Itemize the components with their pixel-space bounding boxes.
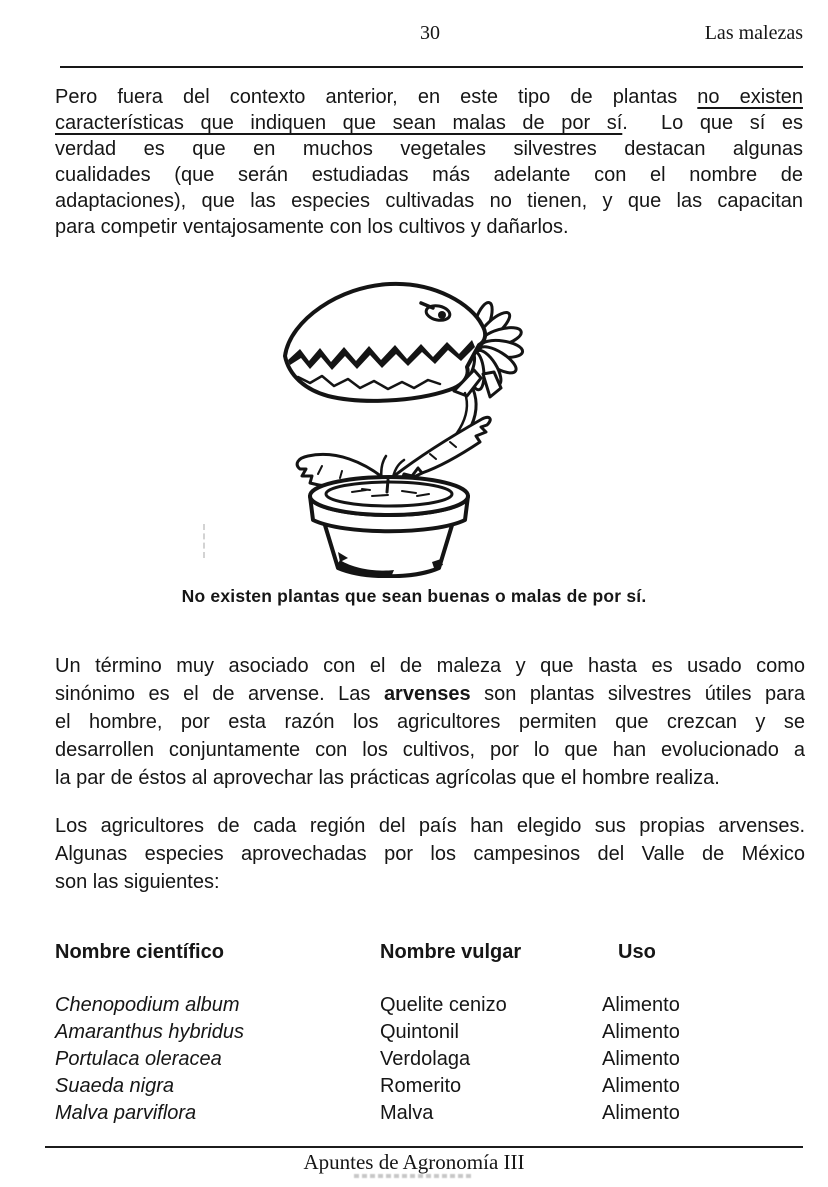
cell-uso: Alimento xyxy=(602,1075,680,1097)
paragraph-2-line xyxy=(55,680,805,708)
table-row xyxy=(55,1046,805,1073)
paragraph-3-line: Algunas especies aprovechadas por los campesinos del Valle de México xyxy=(55,843,805,865)
cell-uso: Alimento xyxy=(602,994,680,1016)
cell-vulgar: Quelite cenizo xyxy=(380,994,507,1016)
trap-head xyxy=(285,284,485,401)
paragraph-3-line: son las siguientes: xyxy=(55,871,220,893)
figure-caption: No existen plantas que sean buenas o malas de por sí. xyxy=(181,586,647,606)
paragraph-2 xyxy=(55,652,805,792)
arvenses-table xyxy=(55,938,805,1127)
figure-illustration xyxy=(252,270,584,578)
underlined-text: características que indiquen que sean malas de por sí xyxy=(55,112,623,134)
paragraph-2-line: Un término muy asociado con el de maleza y que hasta es usado como xyxy=(55,655,805,677)
cell-vulgar: Verdolaga xyxy=(380,1048,471,1070)
paragraph-2-line: el hombre, por esta razón los agricultores permiten que crezcan y se xyxy=(55,711,805,733)
underlined-text: no existen xyxy=(697,86,803,108)
carnivorous-plant-icon xyxy=(252,270,584,578)
table-header-row xyxy=(55,938,805,966)
cell-vulgar: Malva xyxy=(380,1102,434,1124)
cell-cientifico: Amaranthus hybridus xyxy=(55,1021,244,1043)
cell-vulgar: Quintonil xyxy=(380,1021,459,1043)
paragraph-1-line: verdad es que en muchos vegetales silvestres destacan algunas xyxy=(55,138,803,160)
cell-cientifico: Suaeda nigra xyxy=(55,1075,174,1097)
column-header-nombre-vulgar: Nombre vulgar xyxy=(380,941,522,963)
cell-uso: Alimento xyxy=(602,1048,680,1070)
stem-base xyxy=(387,480,388,492)
table-row xyxy=(55,992,805,1019)
page-number: 30 xyxy=(420,22,440,44)
paragraph-1-line xyxy=(55,84,803,110)
paragraph-3 xyxy=(55,812,805,896)
pot xyxy=(310,477,468,577)
column-header-uso: Uso xyxy=(618,941,656,963)
book-title: Apuntes de Agronomía III xyxy=(303,1150,525,1174)
text-run: son plantas silvestres útiles para xyxy=(470,683,805,705)
table-row xyxy=(55,1073,805,1100)
text-run: sinónimo es el de arvense. Las xyxy=(55,683,384,705)
cell-cientifico: Chenopodium album xyxy=(55,994,240,1016)
table-row xyxy=(55,1100,805,1127)
paragraph-2-line: desarrollen conjuntamente con los cultivos, por lo que han evolucionado a xyxy=(55,739,805,761)
cell-vulgar: Romerito xyxy=(380,1075,462,1097)
footer-rule xyxy=(45,1146,803,1148)
paragraph-2-line: la par de éstos al aprovechar las prácticas agrícolas que el hombre realiza. xyxy=(55,767,720,789)
paragraph-1-line: para competir ventajosamente con los cultivos y dañarlos. xyxy=(55,216,569,238)
running-title: Las malezas xyxy=(704,22,803,44)
paragraph-1 xyxy=(55,84,803,240)
scan-artifact xyxy=(203,524,205,558)
scan-watermark xyxy=(354,1174,474,1178)
paragraph-1-line: cualidades (que serán estudiadas más adelante con el nombre de xyxy=(55,164,803,186)
text-run: Pero fuera del contexto anterior, en este tipo de plantas xyxy=(55,86,698,108)
header-rule xyxy=(60,66,803,68)
cell-uso: Alimento xyxy=(602,1102,680,1124)
column-header-nombre-cientifico: Nombre científico xyxy=(55,941,224,963)
cell-cientifico: Malva parviflora xyxy=(55,1102,197,1124)
cell-uso: Alimento xyxy=(602,1021,680,1043)
cell-cientifico: Portulaca oleracea xyxy=(55,1048,222,1070)
right-leaf xyxy=(394,417,490,479)
table-row xyxy=(55,1019,805,1046)
text-run: . Lo que sí es xyxy=(622,112,803,134)
paragraph-1-line xyxy=(55,110,803,136)
bold-term-arvenses: arvenses xyxy=(383,683,471,705)
paragraph-3-line: Los agricultores de cada región del país han elegido sus propias arvenses. xyxy=(55,815,805,837)
paragraph-1-line: adaptaciones), que las especies cultivadas no tienen, y que las capacitan xyxy=(55,190,803,212)
